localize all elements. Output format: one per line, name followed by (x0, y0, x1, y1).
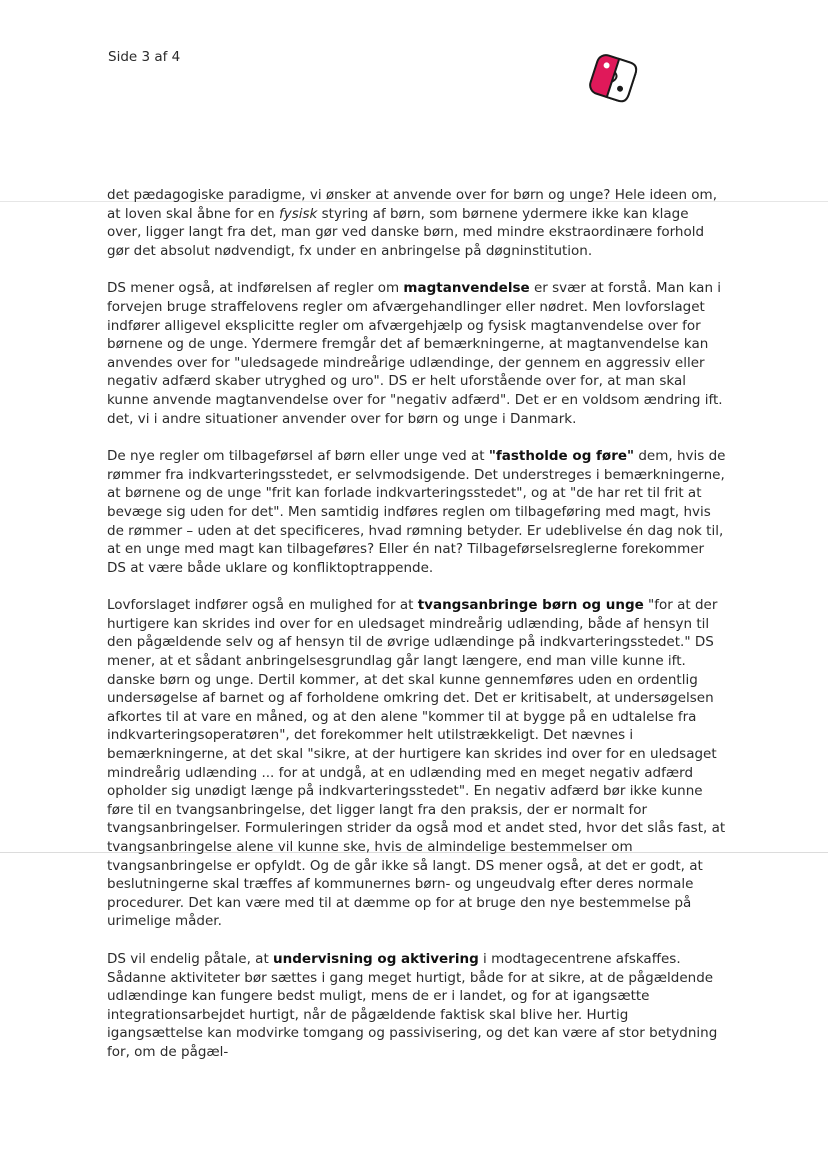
body-text: er svær at forstå. Man kan i forvejen bruge straffelovens regler om afværgehandlinger eller nødret. Men lovforslaget indfører alligevel eksplicitte regler om afværgehjælp og fysisk magtanvendelse over for børnene og de unge. Ydermere fremgår det af bemærkningerne, at magtanvendelse kan anvendes over for "uledsagede mindreårige udlændinge, der gennem en aggressiv eller negativ adfærd skaber utryghed og uro". DS er helt uforstående over for, at man skal kunne anvende magtanvendelse over for "negativ adfærd". Det er en voldsom ændring ift. det, vi i andre situationer anvender over for børn og unge i Danmark. (107, 280, 723, 427)
page-number: Side 3 af 4 (108, 49, 181, 65)
paragraph-3 (107, 447, 727, 577)
paragraph-1 (107, 186, 727, 260)
emphasis-text: "fastholde og føre" (488, 448, 635, 465)
body-text: det pædagogiske paradigme, vi ønsker at anvende over for børn og unge? Hele ideen om, at loven skal åbne for en (107, 187, 717, 222)
emphasis-text: tvangsanbringe børn og unge (417, 597, 644, 614)
body-text: "for at der hurtigere kan skrides ind over for en uledsaget mindreårig udlænding, både af hensyn til den pågældende selv og af hensyn til de øvrige udlændinge på indkvarteringsstedet." DS mener, at et sådant anbringelsesgrundlag går langt længere, end man ville kunne ift. danske børn og unge. Dertil kommer, at det skal kunne gennemføres uden en ordentlig undersøgelse af barnet og af forholdene omkring det. Det er kritisabelt, at undersøgelsen afkortes til at vare en måned, og at den alene "kommer til at bygge på en udtalelse fra indkvarteringsoperatøren", det forekommer helt utilstrækkeligt. Det nævnes i bemærkningerne, at det skal "sikre, at der hurtigere kan skrides ind over for en uledsaget mindreårig udlænding ... for at undgå, at en udlænding med en meget negativ adfærd opholder sig unødigt længe på indkvarteringsstedet". En negativ adfærd bør ikke kunne føre til en tvangsanbringelse, det ligger langt fra den praksis, der er normalt for tvangsanbringelser. Formuleringen strider da også mod et andet sted, hvor det slås fast, at tvangsanbringelse alene vil kunne ske, hvis de almindelige bestemmelser om tvangsanbringelse er opfyldt. Og de går ikke så langt. DS mener også, at det er godt, at beslutningerne skal træffes af kommunernes børn- og ungeudvalg efter deres normale procedurer. Det kan være med til at dæmme op for at bruge den nye bestemmelse på urimelige måder. (107, 597, 726, 930)
logo (585, 52, 641, 104)
emphasis-text: magtanvendelse (403, 280, 530, 297)
paragraph-5 (107, 950, 727, 1062)
body-text: Lovforslaget indfører også en mulighed for at (107, 597, 418, 614)
paragraph-4 (107, 596, 727, 931)
body-text: styring af børn, som børnene ydermere ikke kan klage over, ligger langt fra det, man gør ved danske børn, med mindre ekstraordinære forhold gør det absolut nødvendigt, fx under en anbringelse på døgninstitution. (107, 205, 705, 259)
document-body (107, 186, 727, 1081)
body-text: DS mener også, at indførelsen af regler om (107, 280, 404, 297)
paragraph-2 (107, 279, 727, 428)
body-text: De nye regler om tilbageførsel af børn eller unge ved at (107, 448, 489, 465)
emphasis-text: undervisning og aktivering (273, 950, 479, 967)
body-text: DS vil endelig påtale, at (107, 950, 274, 967)
italic-text: fysisk (278, 205, 318, 222)
body-text: i modtagecentrene afskaffes. Sådanne aktiviteter bør sættes i gang meget hurtigt, både for at sikre, at de pågældende udlændinge kan fungere bedst muligt, mens de er i landet, og for at igangsætte integrationsarbejdet hurtigt, når de pågældende faktisk skal blive her. Hurtig igangsættelse kan modvirke tomgang og passivisering, og det kan være af stor betydning for, om de pågæl- (107, 950, 718, 1060)
body-text: dem, hvis de rømmer fra indkvarteringsstedet, er selvmodsigende. Det understreges i bemærkningerne, at børnene og de unge "frit kan forlade indkvarteringsstedet", og at "de har ret til frit at bevæge sig uden for det". Men samtidig indføres reglen om tilbageføring med magt, hvis de rømmer – uden at det specificeres, hvad rømning betyder. Er udeblivelse én dag nok til, at en unge med magt kan tilbageføres? Eller én nat? Tilbageførselsreglerne forekommer DS at være både uklare og konfliktoptrappende. (107, 448, 726, 576)
